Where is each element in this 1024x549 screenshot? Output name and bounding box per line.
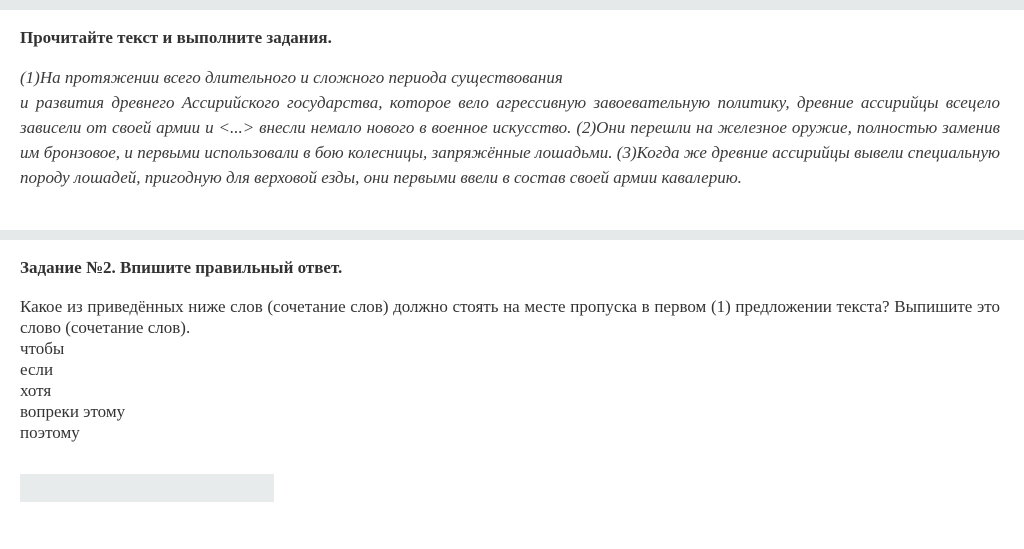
passage-rest: и развития древнего Ассирийского государства, которое вело агрессивную завоевательную политику, древние ассирийцы всецело зависели от своей армии и <...> внесли немало нового в военное искусство. (2)Они перешли на железное оружие, полностью заменив им бронзовое, и первыми использовали в бою колесницы, запряжённые лошадьми. (3)Когда же древние ассирийцы вывели специальную породу лошадей, пригодную для верховой езды, они первыми ввели в состав своей армии кавалерию. [20,93,1000,187]
task-panel [0,240,1024,549]
option-item: если [20,360,54,379]
answer-options-list [20,338,1000,443]
task-heading: Задание №2. Впишите правильный ответ. [20,258,343,277]
option-item: чтобы [20,339,65,358]
task-question: Какое из приведённых ниже слов (сочетание слов) должно стоять на месте пропуска в первом (1) предложении текста? Выпишите это слово (сочетание слов). [20,297,1000,337]
reading-panel [0,10,1024,230]
answer-input[interactable] [20,474,274,502]
option-item: поэтому [20,423,80,442]
reading-instruction-heading: Прочитайте текст и выполните задания. [20,28,332,47]
option-item: вопреки этому [20,402,126,421]
option-item: хотя [20,381,52,400]
reading-passage [20,65,1000,190]
passage-first-line: (1)На протяжении всего длительного и сложного периода существования [20,68,563,87]
